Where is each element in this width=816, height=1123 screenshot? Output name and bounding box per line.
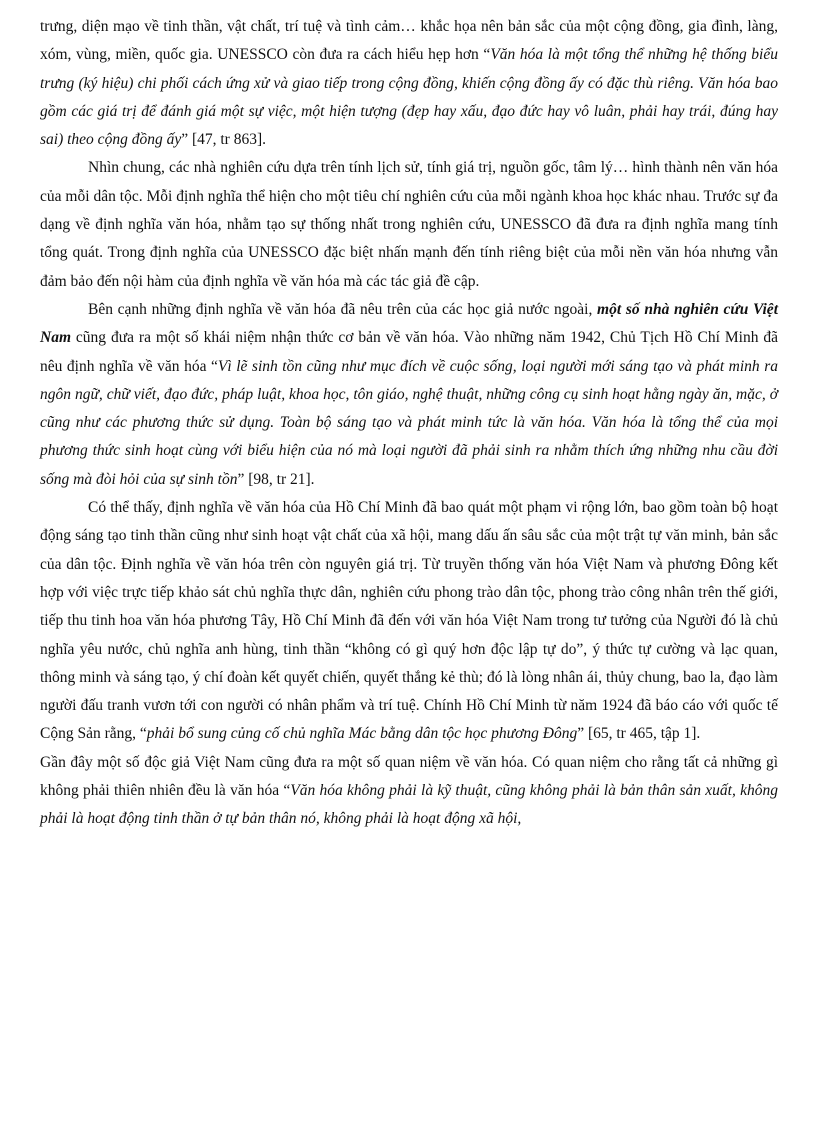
paragraph-4	[40, 494, 778, 749]
citation: ” [65, tr 465, tập 1].	[577, 725, 701, 743]
italic-quote: Vì lẽ sinh tồn cũng như mục đích về cuộc sống, loại người mới sáng tạo và phát minh ra ngôn ngữ, chữ viết, đạo đức, pháp luật, khoa học, tôn giáo, nghệ thuật, những công cụ sinh hoạt hằng ngày ăn, mặc, ở cũng như các phương thức sử dụng. Toàn bộ sáng tạo và phát minh tức là văn hóa. Văn hóa là tổng thể của mọi phương thức sinh hoạt cùng với biểu hiện của nó mà loại người đã phải sinh ra nhằm thích ứng những nhu cầu đời sống mà đòi hỏi của sự sinh tồn	[40, 357, 778, 488]
italic-quote: phải bổ sung củng cố chủ nghĩa Mác bằng dân tộc học phương Đông	[146, 725, 578, 743]
italic-quote: Văn hóa là một tổng thể những hệ thống biểu trưng (ký hiệu) chi phối cách ứng xử và giao tiếp trong cộng đồng, khiến cộng đồng ấy có đặc thù riêng. Văn hóa bao gồm các giá trị để đánh giá một sự việc, một hiện tượng (đẹp hay xấu, đạo đức hay vô luân, phải hay trái, đúng hay sai) theo cộng đồng ấy	[40, 46, 778, 149]
text-run: Nhìn chung, các nhà nghiên cứu dựa trên tính lịch sử, tính giá trị, nguồn gốc, tâm lý… hình thành nên văn hóa của mỗi dân tộc. Mỗi định nghĩa thể hiện cho một tiêu chí nghiên cứu của mỗi ngành khoa học khác nhau. Trước sự đa dạng về định nghĩa văn hóa, nhằm tạo sự thống nhất trong nghiên cứu, UNESSCO đã đưa ra định nghĩa mang tính tổng quát. Trong định nghĩa của UNESSCO đặc biệt nhấn mạnh đến tính riêng biệt của mỗi nền văn hóa nhưng vẫn đảm bảo đến nội hàm của định nghĩa về văn hóa mà các tác giả đề cập.	[40, 159, 778, 290]
paragraph-5	[40, 749, 778, 834]
text-run: Có thể thấy, định nghĩa về văn hóa của Hồ Chí Minh đã bao quát một phạm vi rộng lớn, bao gồm toàn bộ hoạt động sáng tạo tinh thần cũng như sinh hoạt vật chất của xã hội, mang dấu ấn sâu sắc của một trật tự văn minh, bản sắc của dân tộc. Định nghĩa về văn hóa trên còn nguyên giá trị. Từ truyền thống văn hóa Việt Nam và phương Đông kết hợp với việc trực tiếp khảo sát chủ nghĩa thực dân, nghiên cứu phong trào dân tộc, phong trào công nhân trên thế giới, tiếp thu tinh hoa văn hóa phương Tây, Hồ Chí Minh đã đến với văn hóa Việt Nam trong tư tưởng của Người đó là chủ nghĩa yêu nước, chủ nghĩa anh hùng, tinh thần “không có gì quý hơn độc lập tự do”, ý thức tự cường và lạc quan, thông minh và sáng tạo, ý chí đoàn kết quyết chiến, quyết thắng kẻ thù; đó là lòng nhân ái, thủy chung, bao la, đạo làm người đấu tranh vươn tới con người có nhân phẩm và trí tuệ. Chính Hồ Chí Minh từ năm 1924 đã báo cáo với quốc tế Cộng Sản rằng, “	[40, 499, 778, 743]
text-run: trưng, diện mạo về tinh thần, vật chất, trí tuệ và tình cảm… khắc họa nên bản sắc của một cộng đồng, gia đình, làng, xóm, vùng, miền, quốc gia. UNESSCO còn đưa ra cách hiểu hẹp hơn “	[40, 18, 778, 64]
text-run: Gần đây một số độc giả Việt Nam cũng đưa ra một số quan niệm về văn hóa. Có quan niệm cho rằng tất cả những gì không phải thiên nhiên đều là văn hóa “	[40, 753, 778, 800]
paragraph-3	[40, 296, 778, 494]
citation: ” [98, tr 21].	[237, 470, 315, 488]
italic-quote: Văn hóa không phải là kỹ thuật, cũng không phải là bản thân sản xuất, không phải là hoạt động tinh thần ở tự bản thân nó, không phải là hoạt động xã hội,	[40, 782, 778, 828]
text-run: Bên cạnh những định nghĩa về văn hóa đã nêu trên của các học giả nước ngoài,	[88, 300, 598, 318]
text-run: cũng đưa ra một số khái niệm nhận thức cơ bản về văn hóa. Vào những năm 1942, Chủ Tịch Hồ Chí Minh đã nêu định nghĩa về văn hóa “	[40, 329, 778, 375]
paragraph-2	[40, 154, 778, 295]
bold-italic-emphasis: một số nhà nghiên cứu Việt Nam	[40, 300, 778, 347]
paragraph-1	[40, 13, 778, 154]
citation: ” [47, tr 863].	[181, 131, 266, 149]
document-page	[40, 13, 778, 834]
